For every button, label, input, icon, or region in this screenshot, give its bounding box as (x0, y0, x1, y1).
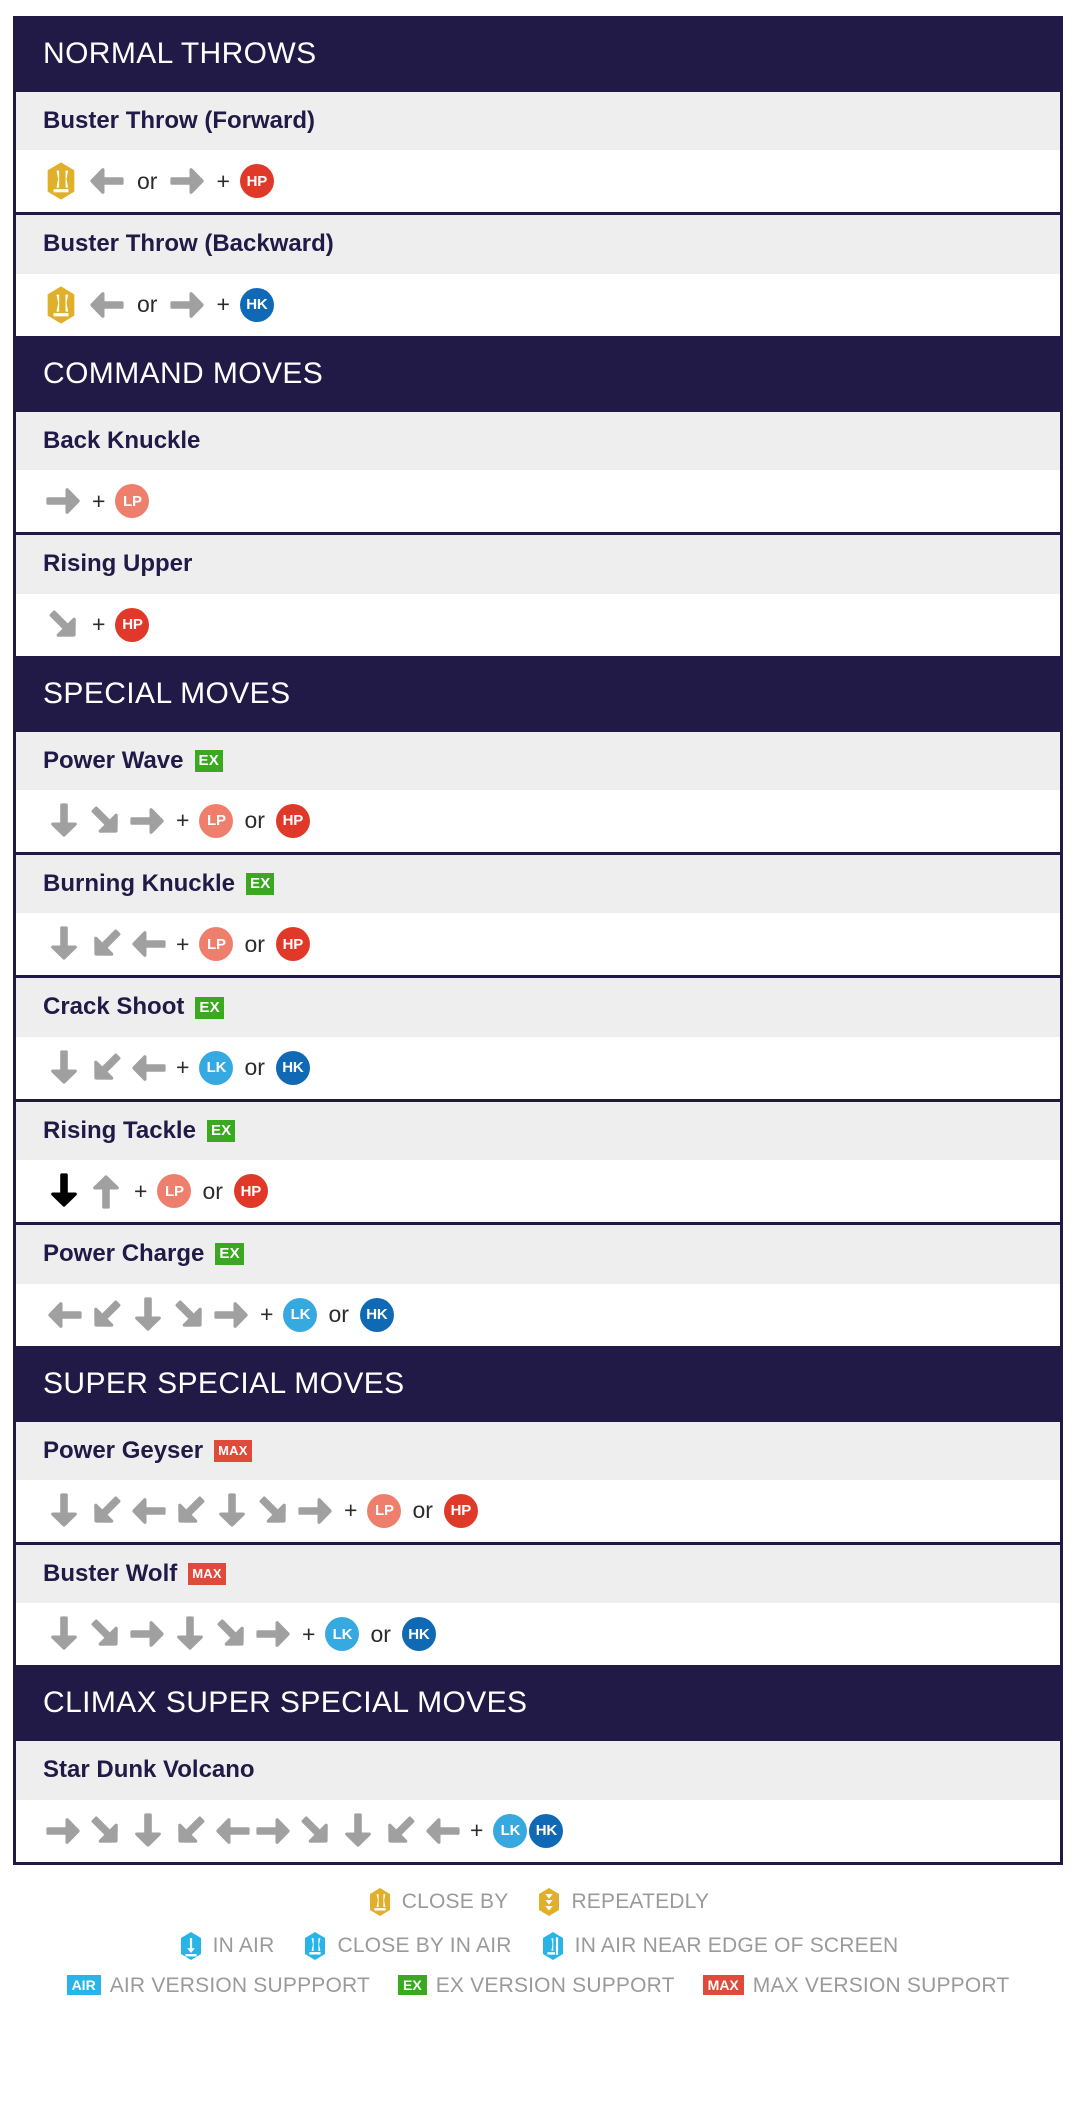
section-header: SPECIAL MOVES (16, 656, 1060, 732)
hp-button-icon: HP (240, 164, 274, 198)
move-input-row (16, 274, 1060, 336)
max-badge-icon: MAX (214, 1440, 252, 1462)
move-input-row (16, 1480, 1060, 1542)
arrow-downright-icon (85, 1613, 127, 1655)
move-name-row (16, 1222, 1060, 1283)
hk-button-icon: HK (360, 1298, 394, 1332)
section-header: NORMAL THROWS (16, 16, 1060, 92)
legend-label: IN AIR NEAR EDGE OF SCREEN (574, 1934, 899, 1958)
move-title: Rising Tackle (43, 1116, 196, 1144)
or-separator: or (202, 1177, 223, 1204)
arrow-right-icon (211, 1294, 253, 1336)
arrow-left-icon (85, 160, 127, 202)
arrow-downright-icon (169, 1294, 211, 1336)
arrow-left-icon (421, 1810, 463, 1852)
arrow-down-icon (43, 1490, 85, 1532)
ex-badge-icon: EX (195, 997, 223, 1019)
arrow-right-icon (253, 1613, 295, 1655)
in-air-near-edge-icon (540, 1931, 566, 1961)
arrow-right-icon (253, 1810, 295, 1852)
move-name-row (16, 1741, 1060, 1799)
hk-button-icon: HK (529, 1814, 563, 1848)
move-list-page (0, 16, 1076, 2107)
arrow-down-icon (43, 1613, 85, 1655)
arrow-down-icon (169, 1613, 211, 1655)
section-header: CLIMAX SUPER SPECIAL MOVES (16, 1665, 1060, 1741)
move-name-row (16, 412, 1060, 470)
arrow-down-icon (211, 1490, 253, 1532)
legend-item (302, 1931, 511, 1961)
arrow-down-icon (127, 1810, 169, 1852)
legend-row (0, 1931, 1076, 1961)
close-by-icon (43, 161, 79, 201)
lp-button-icon: LP (157, 1174, 191, 1208)
arrow-downright-icon (43, 604, 85, 646)
close-by-icon (367, 1887, 393, 1917)
or-separator: or (412, 1497, 433, 1524)
move-input-row (16, 1800, 1060, 1862)
arrow-up-icon (85, 1170, 127, 1212)
move-title: Crack Shoot (43, 993, 185, 1021)
arrow-left-icon (127, 923, 169, 965)
move-list-table (13, 16, 1063, 1865)
move-name-row (16, 92, 1060, 150)
arrow-left-icon (127, 1490, 169, 1532)
max-badge-icon: MAX (188, 1563, 226, 1585)
arrow-right-icon (43, 480, 85, 522)
move-title: Power Charge (43, 1240, 205, 1268)
arrow-downright-icon (85, 800, 127, 842)
move-name-row (16, 1422, 1060, 1480)
plus-symbol: + (134, 1177, 148, 1204)
legend (0, 1887, 1076, 2028)
hk-button-icon: HK (402, 1617, 436, 1651)
ex-badge-icon: EX (207, 1120, 235, 1142)
section-header: COMMAND MOVES (16, 336, 1060, 412)
arrow-right-icon (167, 284, 209, 326)
move-name-row (16, 852, 1060, 913)
legend-item (67, 1975, 370, 1996)
arrow-down-icon (127, 1294, 169, 1336)
hp-button-icon: HP (276, 804, 310, 838)
lp-button-icon: LP (367, 1494, 401, 1528)
legend-label: EX VERSION SUPPORT (435, 1973, 675, 1997)
arrow-down-icon (43, 800, 85, 842)
move-title: Power Geyser (43, 1436, 204, 1464)
move-input-row (16, 790, 1060, 852)
move-title: Back Knuckle (43, 426, 201, 454)
arrow-downleft-icon (85, 923, 127, 965)
arrow-right-icon (295, 1490, 337, 1532)
legend-label: CLOSE BY (401, 1890, 509, 1914)
max-badge-icon: MAX (703, 1975, 744, 1995)
in-air-icon (178, 1931, 204, 1961)
hk-button-icon: HK (240, 288, 274, 322)
hk-button-icon: HK (276, 1051, 310, 1085)
plus-symbol: + (92, 487, 106, 514)
move-title: Burning Knuckle (43, 869, 236, 897)
plus-symbol: + (216, 291, 230, 318)
arrow-downright-icon (211, 1613, 253, 1655)
arrow-downleft-icon (169, 1490, 211, 1532)
move-name-row (16, 732, 1060, 790)
move-input-row (16, 594, 1060, 656)
arrow-right-icon (43, 1810, 85, 1852)
arrow-left-icon (43, 1294, 85, 1336)
move-name-row (16, 212, 1060, 273)
legend-row (0, 1887, 1076, 1917)
repeatedly-icon (536, 1887, 562, 1917)
or-separator: or (244, 1054, 265, 1081)
plus-symbol: + (302, 1620, 316, 1647)
move-input-row (16, 470, 1060, 532)
lk-button-icon: LK (325, 1617, 359, 1651)
ex-badge-icon: EX (215, 1243, 243, 1265)
plus-symbol: + (92, 611, 106, 638)
lk-button-icon: LK (283, 1298, 317, 1332)
or-separator: or (328, 1301, 349, 1328)
ex-badge-icon: EX (398, 1975, 427, 1995)
close-by-in-air-icon (302, 1931, 328, 1961)
move-input-row (16, 1284, 1060, 1346)
move-title: Rising Upper (43, 550, 193, 578)
lp-button-icon: LP (199, 927, 233, 961)
or-separator: or (137, 167, 158, 194)
legend-label: IN AIR (212, 1934, 275, 1958)
move-name-row (16, 532, 1060, 593)
air-badge-icon: AIR (67, 1975, 101, 1995)
legend-row (0, 1975, 1076, 1996)
legend-label: AIR VERSION SUPPPORT (109, 1973, 371, 1997)
move-name-row (16, 975, 1060, 1036)
legend-label: CLOSE BY IN AIR (337, 1934, 512, 1958)
move-title: Buster Throw (Backward) (43, 230, 334, 258)
close-by-icon (43, 285, 79, 325)
arrow-downright-icon (85, 1810, 127, 1852)
legend-item (178, 1931, 275, 1961)
plus-symbol: + (176, 1054, 190, 1081)
or-separator: or (137, 291, 158, 318)
plus-symbol: + (176, 807, 190, 834)
move-name-row (16, 1542, 1060, 1603)
move-input-row (16, 150, 1060, 212)
move-title: Buster Throw (Forward) (43, 107, 316, 134)
arrow-downleft-icon (379, 1810, 421, 1852)
hp-button-icon: HP (234, 1174, 268, 1208)
ex-badge-icon: EX (195, 750, 223, 772)
legend-item (540, 1931, 899, 1961)
plus-symbol: + (216, 167, 230, 194)
lk-button-icon: LK (493, 1814, 527, 1848)
plus-symbol: + (176, 930, 190, 957)
lp-button-icon: LP (115, 484, 149, 518)
arrow-down-icon (43, 923, 85, 965)
legend-label: MAX VERSION SUPPORT (752, 1973, 1010, 1997)
move-name-row (16, 1099, 1060, 1160)
hp-button-icon: HP (115, 608, 149, 642)
move-title: Star Dunk Volcano (43, 1756, 255, 1784)
or-separator: or (244, 807, 265, 834)
plus-symbol: + (470, 1817, 484, 1844)
arrow-down-icon (43, 1047, 85, 1089)
arrow-downright-icon (253, 1490, 295, 1532)
hp-button-icon: HP (444, 1494, 478, 1528)
plus-symbol: + (260, 1301, 274, 1328)
move-input-row (16, 1037, 1060, 1099)
legend-label: REPEATEDLY (571, 1890, 710, 1914)
move-input-row (16, 1160, 1060, 1222)
arrow-downright-icon (295, 1810, 337, 1852)
legend-item (398, 1975, 675, 1996)
arrow-left-icon (211, 1810, 253, 1852)
move-title: Buster Wolf (43, 1559, 178, 1587)
legend-item (536, 1887, 709, 1917)
arrow-right-icon (127, 800, 169, 842)
arrow-left-icon (127, 1047, 169, 1089)
arrow-down-icon (337, 1810, 379, 1852)
arrow-downleft-icon (85, 1047, 127, 1089)
lk-button-icon: LK (199, 1051, 233, 1085)
arrow-downleft-icon (169, 1810, 211, 1852)
arrow-left-icon (85, 284, 127, 326)
move-input-row (16, 1603, 1060, 1665)
arrow-right-icon (127, 1613, 169, 1655)
move-input-row (16, 913, 1060, 975)
move-title: Power Wave (43, 746, 184, 774)
legend-item (367, 1887, 509, 1917)
plus-symbol: + (344, 1497, 358, 1524)
legend-item (703, 1975, 1010, 1996)
arrow-downleft-icon (85, 1490, 127, 1532)
arrow-right-icon (167, 160, 209, 202)
ex-badge-icon: EX (246, 873, 274, 895)
or-separator: or (244, 930, 265, 957)
section-header: SUPER SPECIAL MOVES (16, 1346, 1060, 1422)
arrow-downleft-icon (85, 1294, 127, 1336)
lp-button-icon: LP (199, 804, 233, 838)
or-separator: or (370, 1620, 391, 1647)
arrow-down-charge-icon (43, 1170, 85, 1212)
hp-button-icon: HP (276, 927, 310, 961)
